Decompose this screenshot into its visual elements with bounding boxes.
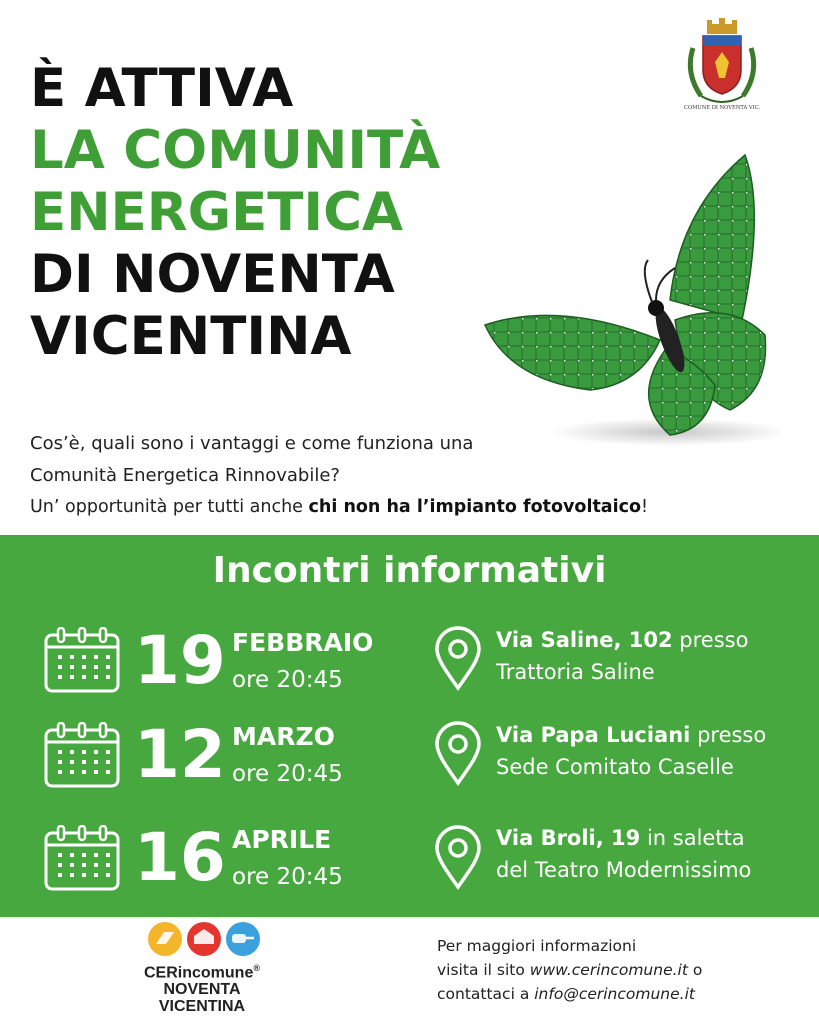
meeting-row — [44, 627, 120, 697]
calendar-icon — [44, 627, 120, 693]
meeting-month: APRILE — [232, 825, 332, 854]
title-line-4: DI NOVENTA — [30, 244, 395, 305]
info-line-1: Per maggiori informazioni — [437, 937, 637, 955]
location-rest: presso — [697, 723, 767, 747]
location-pin-icon — [434, 824, 482, 890]
title-line-3: ENERGETICA — [30, 182, 404, 243]
location-rest: presso — [679, 628, 749, 652]
meeting-day: 12 — [134, 716, 226, 793]
opportunity-prefix: Un’ opportunità per tutti anche — [30, 497, 303, 517]
meeting-row — [44, 825, 120, 895]
meeting-time: ore 20:45 — [232, 864, 343, 890]
location-rest: in saletta — [646, 826, 745, 850]
cer-logo-text — [140, 960, 264, 1015]
meeting-day: 19 — [134, 622, 226, 699]
meeting-location — [496, 822, 751, 886]
registered-mark: ® — [253, 963, 260, 973]
opportunity-bold: chi non ha l’impianto fotovoltaico — [308, 497, 642, 517]
contact-info — [437, 934, 702, 1006]
title-line-1: È ATTIVA — [30, 58, 294, 119]
meetings-title: Incontri informativi — [212, 550, 607, 591]
title-line-5: VICENTINA — [30, 306, 352, 367]
opportunity-suffix: ! — [641, 497, 649, 517]
intro-question-line-1: Cos’è, quali sono i vantaggi e come funziona una — [30, 433, 474, 454]
location-pin-icon — [434, 720, 482, 786]
meeting-time: ore 20:45 — [232, 667, 343, 693]
location-street: Via Broli, 19 — [496, 826, 641, 850]
meeting-month: MARZO — [232, 722, 335, 751]
location-venue: Trattoria Saline — [496, 660, 655, 684]
meeting-location — [496, 719, 766, 783]
meeting-month: FEBBRAIO — [232, 628, 374, 657]
municipal-crest-icon — [683, 18, 761, 112]
meeting-row — [44, 722, 120, 792]
location-street: Via Saline, 102 — [496, 628, 673, 652]
email-link[interactable]: info@cerincomune.it — [534, 985, 695, 1003]
solar-butterfly-icon — [480, 150, 780, 450]
cer-logo-icon — [146, 920, 262, 958]
opportunity-text — [30, 497, 648, 517]
info-line-2-suffix: o — [692, 961, 703, 979]
location-pin-icon — [434, 625, 482, 691]
info-line-3-prefix: contattaci a — [437, 985, 530, 1003]
website-link[interactable]: www.cerincomune.it — [529, 961, 688, 979]
info-line-2-prefix: visita il sito — [437, 961, 525, 979]
meeting-location — [496, 624, 748, 688]
location-street: Via Papa Luciani — [496, 723, 691, 747]
cer-logo-line-3: VICENTINA — [158, 998, 246, 1016]
location-venue: Sede Comitato Caselle — [496, 755, 734, 779]
calendar-icon — [44, 722, 120, 788]
meeting-day: 16 — [134, 819, 226, 896]
cer-logo-line-1: CERincomune — [144, 964, 254, 982]
meeting-time: ore 20:45 — [232, 761, 343, 787]
crest-caption: COMUNE DI NOVENTA VIC. — [683, 105, 761, 111]
calendar-icon — [44, 825, 120, 891]
title-line-2: LA COMUNITÀ — [30, 120, 441, 181]
cer-logo-line-2: NOVENTA — [163, 981, 241, 999]
page-title — [30, 58, 440, 368]
location-venue: del Teatro Modernissimo — [496, 858, 752, 882]
intro-question — [30, 428, 630, 492]
intro-question-line-2: Comunità Energetica Rinnovabile? — [30, 465, 340, 486]
